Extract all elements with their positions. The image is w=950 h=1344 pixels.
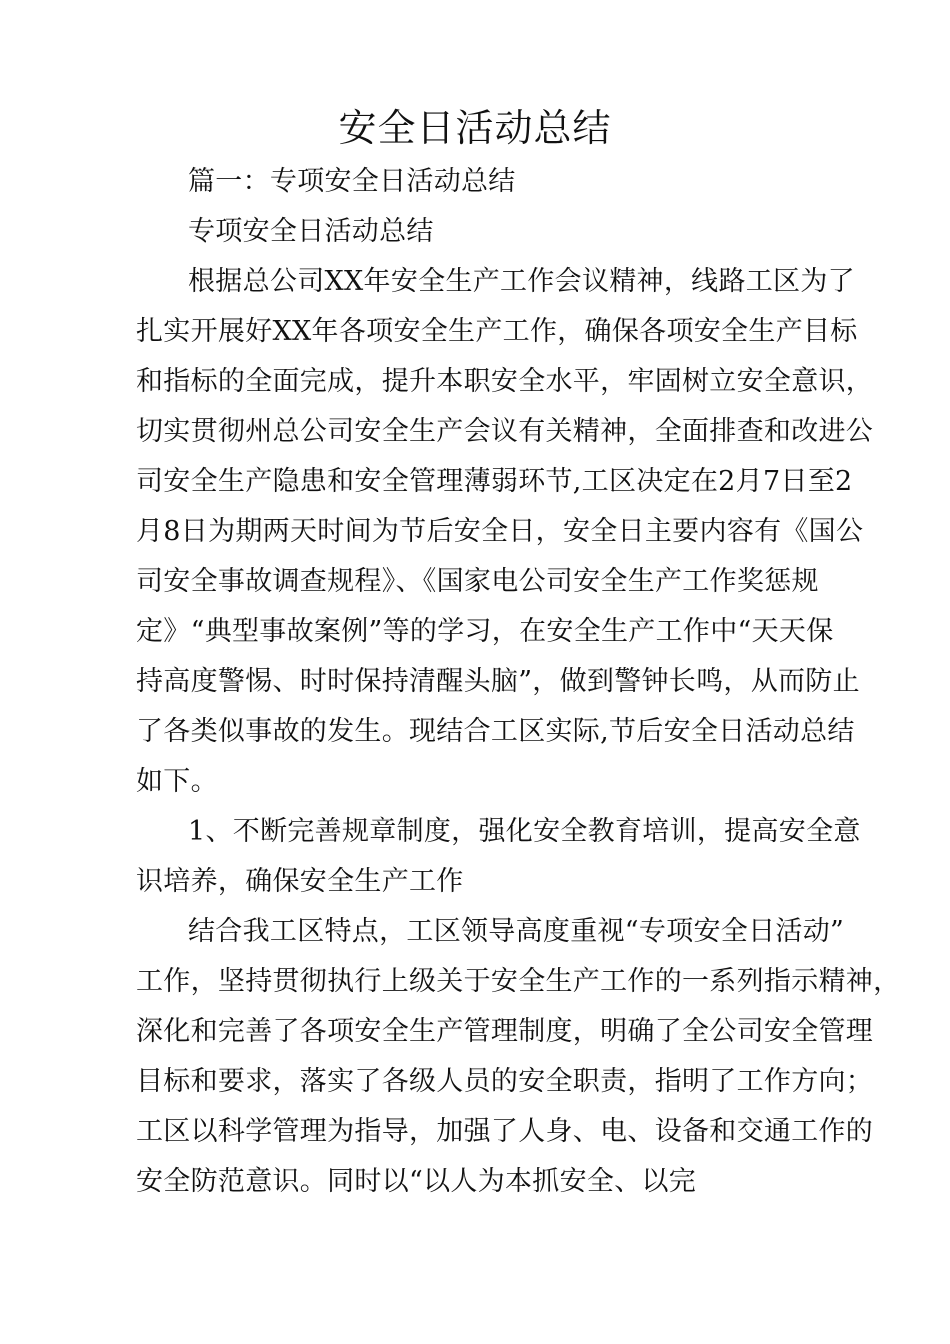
section-heading: 篇一：专项安全日活动总结 — [188, 166, 516, 197]
numbered-heading-line: 识培养，确保安全生产工作 — [136, 866, 464, 897]
paragraph-line: 目标和要求，落实了各级人员的安全职责，指明了工作方向； — [136, 1066, 874, 1097]
paragraph-line: 持高度警惕、时时保持清醒头脑”，做到警钟长鸣，从而防止 — [136, 666, 860, 697]
paragraph-line: 安全防范意识。同时以“以人为本抓安全、以完 — [136, 1166, 697, 1197]
subsection-heading: 专项安全日活动总结 — [188, 216, 434, 247]
document-title: 安全日活动总结 — [338, 106, 612, 150]
paragraph-line: 和指标的全面完成，提升本职安全水平，牢固树立安全意识， — [136, 366, 874, 397]
paragraph-line: 月8日为期两天时间为节后安全日，安全日主要内容有《国公 — [136, 516, 864, 547]
paragraph-line: 工区以科学管理为指导，加强了人身、电、设备和交通工作的 — [136, 1116, 874, 1147]
paragraph-line: 如下。 — [136, 766, 218, 797]
paragraph-line: 深化和完善了各项安全生产管理制度，明确了全公司安全管理 — [136, 1016, 874, 1047]
paragraph-line: 了各类似事故的发生。现结合工区实际,节后安全日活动总结 — [136, 716, 855, 747]
paragraph-line: 扎实开展好XX年各项安全生产工作，确保各项安全生产目标 — [136, 316, 858, 347]
paragraph-line: 根据总公司XX年安全生产工作会议精神，线路工区为了 — [188, 266, 855, 297]
numbered-heading-line: 1、不断完善规章制度，强化安全教育培训，提高安全意 — [188, 816, 861, 847]
paragraph-line: 切实贯彻州总公司安全生产会议有关精神，全面排查和改进公 — [136, 416, 874, 447]
paragraph-line: 司安全事故调查规程》、《国家电公司安全生产工作奖惩规 — [136, 566, 819, 597]
paragraph-line: 工作，坚持贯彻执行上级关于安全生产工作的一系列指示精神， — [136, 966, 901, 997]
paragraph-line: 司安全生产隐患和安全管理薄弱环节,工区决定在2月7日至2 — [136, 466, 853, 497]
paragraph-line: 结合我工区特点，工区领导高度重视“专项安全日活动” — [188, 916, 845, 947]
paragraph-line: 定》“典型事故案例”等的学习，在安全生产工作中“天天保 — [136, 616, 834, 647]
